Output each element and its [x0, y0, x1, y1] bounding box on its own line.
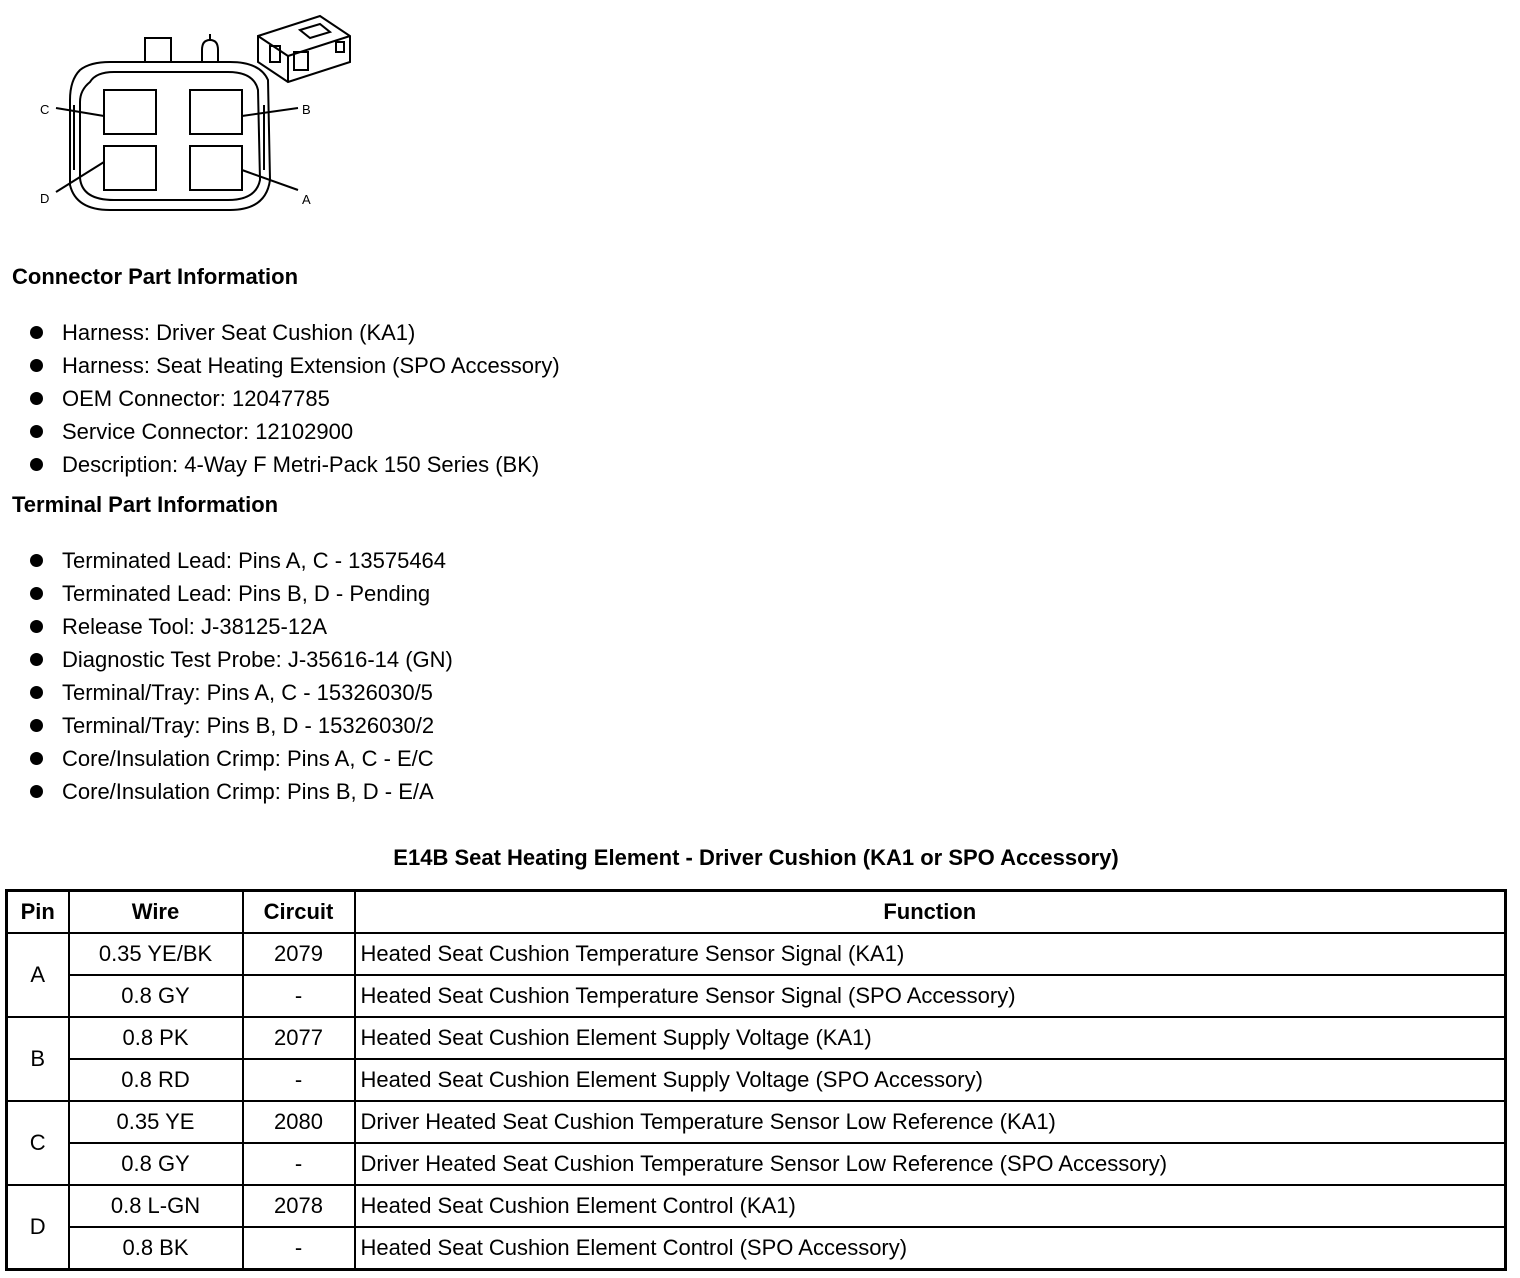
pin-cell: D	[7, 1185, 69, 1270]
table-row	[7, 933, 1506, 975]
table-row	[7, 1059, 1506, 1101]
list-item: Service Connector: 12102900	[28, 415, 560, 448]
bullet-icon	[30, 620, 43, 633]
wire-cell: 0.8 PK	[69, 1017, 243, 1059]
wire-cell: 0.8 GY	[69, 1143, 243, 1185]
list-item: Terminated Lead: Pins B, D - Pending	[28, 577, 453, 610]
connector-info-list	[28, 316, 560, 481]
bullet-icon	[30, 752, 43, 765]
list-item: Harness: Driver Seat Cushion (KA1)	[28, 316, 560, 349]
bullet-icon	[30, 326, 43, 339]
table-title: E14B Seat Heating Element - Driver Cushion (KA1 or SPO Accessory)	[393, 845, 1119, 870]
function-cell: Heated Seat Cushion Temperature Sensor Signal (SPO Accessory)	[355, 975, 1506, 1017]
wire-cell: 0.35 YE	[69, 1101, 243, 1143]
circuit-cell: -	[243, 1059, 355, 1101]
function-cell: Heated Seat Cushion Temperature Sensor Signal (KA1)	[355, 933, 1506, 975]
function-cell: Heated Seat Cushion Element Supply Voltage (KA1)	[355, 1017, 1506, 1059]
wire-cell: 0.8 GY	[69, 975, 243, 1017]
wire-cell: 0.8 L-GN	[69, 1185, 243, 1227]
list-item: Terminated Lead: Pins A, C - 13575464	[28, 544, 453, 577]
bullet-icon	[30, 719, 43, 732]
terminal-info-heading: Terminal Part Information	[12, 492, 279, 517]
table-header-row	[7, 891, 1506, 934]
function-cell: Driver Heated Seat Cushion Temperature Sensor Low Reference (KA1)	[355, 1101, 1506, 1143]
circuit-cell: 2077	[243, 1017, 355, 1059]
wire-cell: 0.8 RD	[69, 1059, 243, 1101]
wire-cell: 0.35 YE/BK	[69, 933, 243, 975]
bullet-icon	[30, 686, 43, 699]
pin-label-b: B	[302, 102, 311, 117]
table-row	[7, 1017, 1506, 1059]
bullet-icon	[30, 458, 43, 471]
circuit-cell: -	[243, 1227, 355, 1270]
circuit-cell: 2079	[243, 933, 355, 975]
table-row	[7, 1101, 1506, 1143]
table-row	[7, 1143, 1506, 1185]
connector-info-heading: Connector Part Information	[12, 264, 299, 289]
bullet-icon	[30, 425, 43, 438]
list-item: Release Tool: J-38125-12A	[28, 610, 453, 643]
connector-face-drawing	[30, 10, 370, 220]
pin-cell: B	[7, 1017, 69, 1101]
pin-label-a: A	[302, 192, 311, 207]
circuit-cell: 2078	[243, 1185, 355, 1227]
table-row	[7, 975, 1506, 1017]
list-item: Description: 4-Way F Metri-Pack 150 Series (BK)	[28, 448, 560, 481]
pin-cell: C	[7, 1101, 69, 1185]
table-row	[7, 1185, 1506, 1227]
circuit-cell: 2080	[243, 1101, 355, 1143]
pin-label-c: C	[40, 102, 50, 117]
list-item: Diagnostic Test Probe: J-35616-14 (GN)	[28, 643, 453, 676]
pin-label-d: D	[40, 191, 50, 206]
bullet-icon	[30, 587, 43, 600]
list-item: Core/Insulation Crimp: Pins B, D - E/A	[28, 775, 453, 808]
circuit-cell: -	[243, 975, 355, 1017]
bullet-icon	[30, 359, 43, 372]
list-item: OEM Connector: 12047785	[28, 382, 560, 415]
header-pin: Pin	[7, 891, 69, 934]
circuit-cell: -	[243, 1143, 355, 1185]
bullet-icon	[30, 554, 43, 567]
list-item: Terminal/Tray: Pins B, D - 15326030/2	[28, 709, 453, 742]
bullet-icon	[30, 785, 43, 798]
function-cell: Heated Seat Cushion Element Supply Voltage (SPO Accessory)	[355, 1059, 1506, 1101]
header-function: Function	[355, 891, 1506, 934]
bullet-icon	[30, 392, 43, 405]
function-cell: Driver Heated Seat Cushion Temperature Sensor Low Reference (SPO Accessory)	[355, 1143, 1506, 1185]
function-cell: Heated Seat Cushion Element Control (KA1)	[355, 1185, 1506, 1227]
pin-cell: A	[7, 933, 69, 1017]
list-item: Harness: Seat Heating Extension (SPO Accessory)	[28, 349, 560, 382]
header-circuit: Circuit	[243, 891, 355, 934]
terminal-info-list	[28, 544, 453, 808]
list-item: Core/Insulation Crimp: Pins A, C - E/C	[28, 742, 453, 775]
table-row	[7, 1227, 1506, 1270]
wire-cell: 0.8 BK	[69, 1227, 243, 1270]
header-wire: Wire	[69, 891, 243, 934]
function-cell: Heated Seat Cushion Element Control (SPO Accessory)	[355, 1227, 1506, 1270]
bullet-icon	[30, 653, 43, 666]
connector-diagram	[30, 10, 370, 220]
list-item: Terminal/Tray: Pins A, C - 15326030/5	[28, 676, 453, 709]
pinout-table	[5, 889, 1507, 1271]
